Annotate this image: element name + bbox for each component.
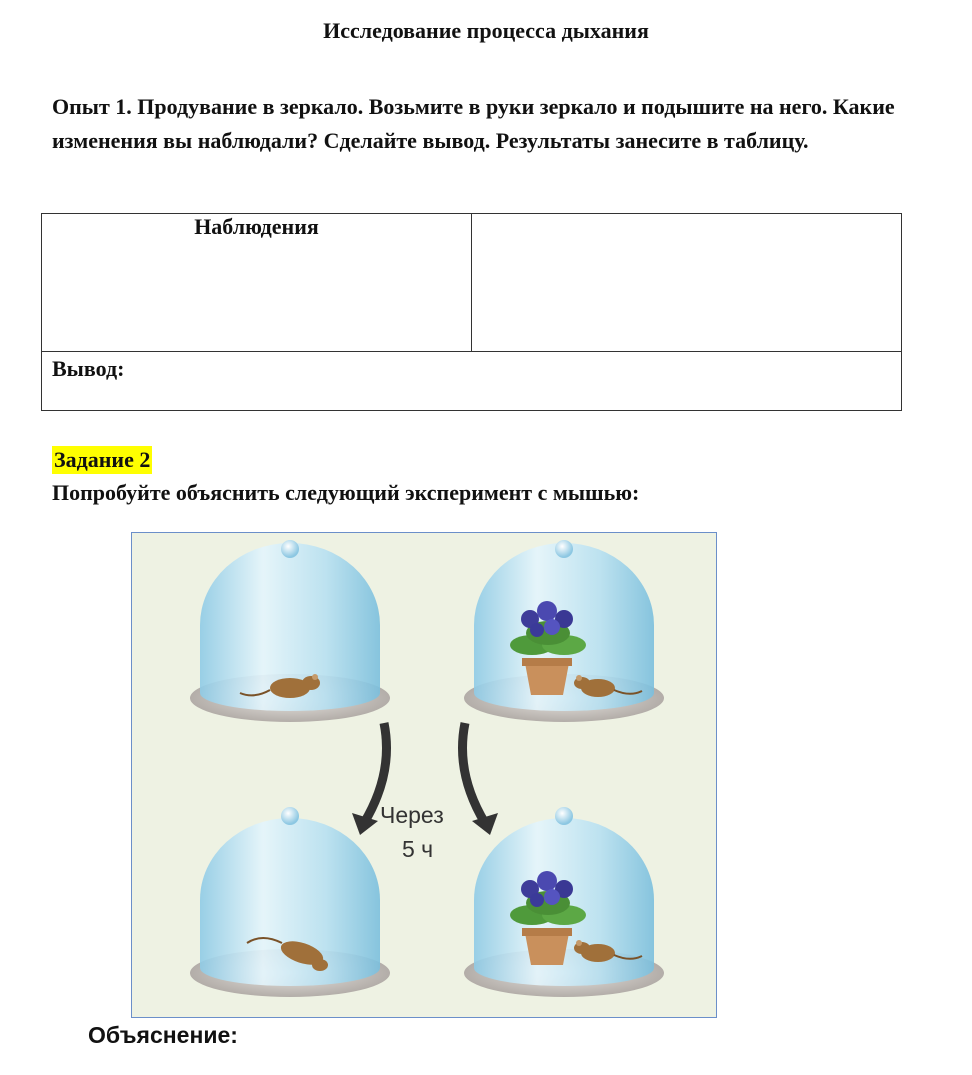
dome-plant-mouse-after	[464, 807, 664, 997]
dome-mouse-before	[190, 540, 390, 722]
task2-heading: Задание 2	[54, 447, 151, 472]
task2-text: Попробуйте объяснить следующий эксперимент с мышью:	[52, 480, 640, 505]
time-label-line1: Через	[380, 802, 444, 828]
experiment1-text: Опыт 1. Продувание в зеркало. Возьмите в руки зеркало и подышите на него. Какие изменения вы наблюдали? Сделайте вывод. Результаты занесите в таблицу.	[52, 94, 895, 153]
arrow-right-icon	[463, 723, 499, 835]
dome-plant-mouse-before	[464, 540, 664, 722]
conclusion-label: Вывод:	[52, 356, 125, 381]
observations-header: Наблюдения	[194, 214, 319, 239]
time-label-line2: 5 ч	[402, 836, 434, 862]
conclusion-cell[interactable]	[42, 352, 902, 411]
dome-mouse-after	[190, 807, 390, 997]
mouse-experiment-figure	[131, 532, 717, 1018]
observation-table	[41, 213, 902, 411]
observations-answer-cell[interactable]	[472, 214, 902, 352]
explanation-label: Объяснение:	[88, 1022, 238, 1048]
page-title: Исследование процесса дыхания	[323, 18, 649, 43]
observations-header-cell	[42, 214, 472, 352]
experiment-illustration	[132, 533, 718, 1019]
